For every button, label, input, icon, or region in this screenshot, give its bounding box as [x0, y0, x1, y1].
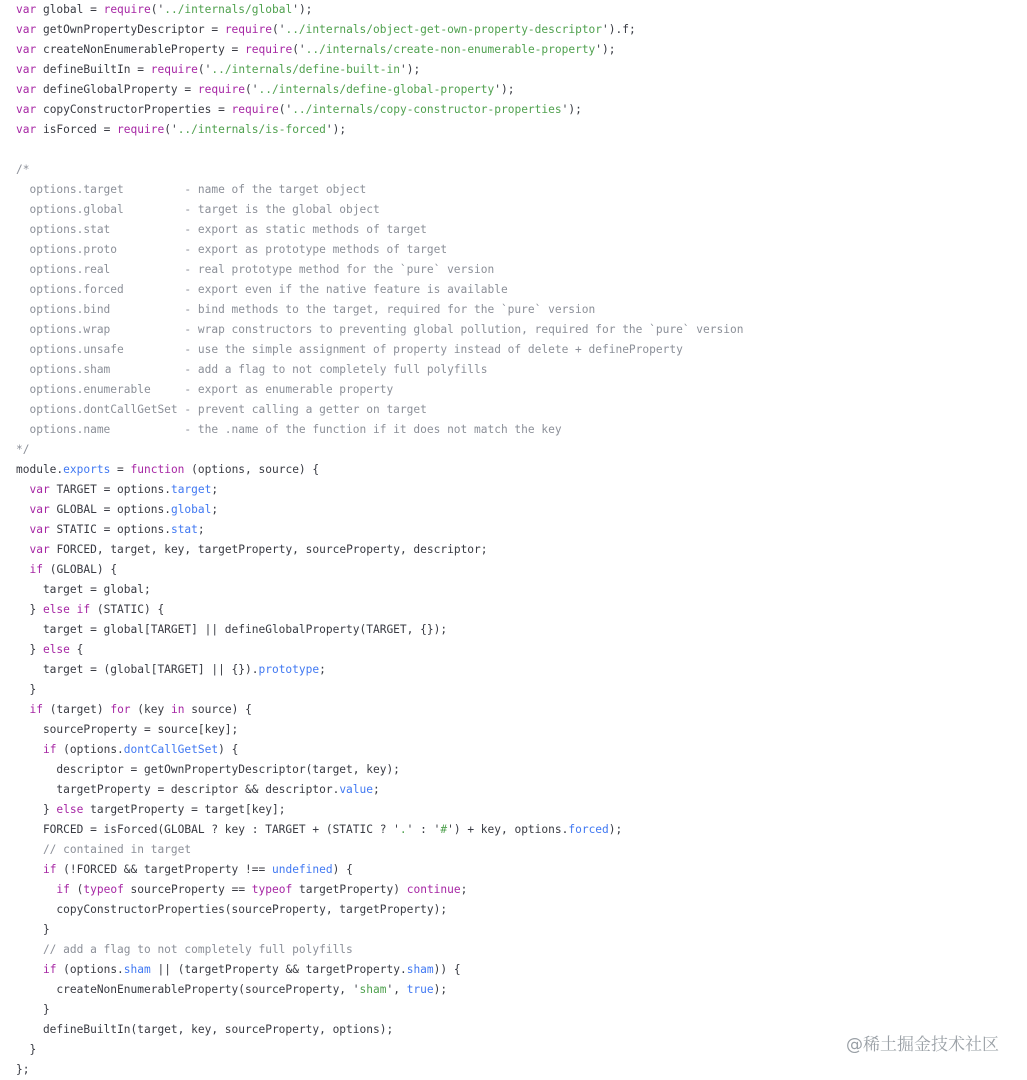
- code-token: options.name - the .name of the function if it does not match the key: [16, 423, 562, 436]
- code-line: [16, 420, 743, 440]
- code-token: require: [103, 3, 151, 16]
- code-token: [16, 543, 29, 556]
- code-token: ../internals/define-global-property: [258, 83, 495, 96]
- code-line: [16, 200, 743, 220]
- code-token: options.enumerable - export as enumerable property: [16, 383, 394, 396]
- code-token: dontCallGetSet: [123, 743, 219, 756]
- code-token: [16, 563, 29, 576]
- code-token: target = global[TARGET] || defineGlobalProperty(TARGET, {});: [16, 623, 448, 636]
- code-line: [16, 700, 743, 720]
- code-line: [16, 60, 743, 80]
- code-line: [16, 1060, 743, 1080]
- code-token: sham: [406, 963, 434, 976]
- code-token: STATIC = options.: [49, 523, 171, 536]
- code-token: createNonEnumerableProperty =: [36, 43, 246, 56]
- code-token: // add a flag to not completely full polyfills: [16, 943, 353, 956]
- code-token: require: [117, 123, 165, 136]
- code-line: [16, 820, 743, 840]
- code-token: ../internals/define-built-in: [211, 63, 400, 76]
- code-token: function: [130, 463, 185, 476]
- code-token: ../internals/create-non-enumerable-property: [305, 43, 596, 56]
- code-line: [16, 480, 743, 500]
- code-token: exports: [63, 463, 111, 476]
- code-token: else: [56, 803, 84, 816]
- code-token: in: [170, 703, 185, 716]
- code-token: // contained in target: [16, 843, 192, 856]
- code-token: /*: [16, 163, 30, 176]
- code-token: [16, 503, 29, 516]
- code-token: options.wrap - wrap constructors to preventing global pollution, required for the `pure` version: [16, 323, 744, 336]
- code-token: .: [399, 823, 407, 836]
- code-token: GLOBAL = options.: [49, 503, 171, 516]
- code-line: [16, 100, 743, 120]
- code-line: [16, 740, 743, 760]
- code-token: sham: [123, 963, 151, 976]
- code-token: ');: [292, 3, 313, 16]
- code-token: (': [278, 103, 293, 116]
- code-token: ) {: [332, 863, 353, 876]
- code-token: var: [29, 483, 50, 496]
- code-token: options.sham - add a flag to not completely full polyfills: [16, 363, 488, 376]
- code-token: ;: [460, 883, 468, 896]
- code-token: [16, 963, 43, 976]
- code-token: options.target - name of the target object: [16, 183, 367, 196]
- code-token: targetProperty): [292, 883, 407, 896]
- code-token: {: [69, 643, 84, 656]
- code-token: var: [29, 543, 50, 556]
- code-token: var: [16, 123, 37, 136]
- code-token: TARGET = options.: [49, 483, 171, 496]
- code-line: [16, 640, 743, 660]
- code-line: [16, 0, 743, 20]
- code-token: }: [16, 643, 43, 656]
- code-token: */: [16, 443, 30, 456]
- code-token: ;: [197, 523, 205, 536]
- code-line: [16, 40, 743, 60]
- code-token: targetProperty = target[key];: [83, 803, 286, 816]
- code-token: global =: [36, 3, 104, 16]
- code-token: ');: [494, 83, 515, 96]
- code-token: [16, 883, 56, 896]
- code-token: require: [150, 63, 198, 76]
- code-token: var: [16, 83, 37, 96]
- code-line: [16, 580, 743, 600]
- code-line: [16, 560, 743, 580]
- code-token: stat: [170, 523, 198, 536]
- code-line: [16, 360, 743, 380]
- code-token: options.real - real prototype method for the `pure` version: [16, 263, 495, 276]
- code-line: [16, 540, 743, 560]
- code-token: ../internals/copy-constructor-properties: [292, 103, 562, 116]
- code-token: options.bind - bind methods to the target, required for the `pure` version: [16, 303, 596, 316]
- code-line: [16, 80, 743, 100]
- code-line: [16, 300, 743, 320]
- code-token: (': [150, 3, 165, 16]
- code-token: getOwnPropertyDescriptor =: [36, 23, 225, 36]
- code-token: [16, 863, 43, 876]
- code-token: continue: [406, 883, 461, 896]
- code-token: (STATIC) {: [90, 603, 165, 616]
- code-line: [16, 620, 743, 640]
- code-token: options.forced - export even if the native feature is available: [16, 283, 508, 296]
- code-token: ');: [325, 123, 347, 136]
- code-token: module.: [16, 463, 64, 476]
- code-line: [16, 840, 743, 860]
- code-line: [16, 320, 743, 340]
- code-token: ;: [319, 663, 326, 676]
- code-token: [16, 743, 43, 756]
- code-token: (': [271, 23, 286, 36]
- code-token: options.dontCallGetSet - prevent calling a getter on target: [16, 403, 427, 416]
- code-token: (': [197, 63, 212, 76]
- code-line: [16, 380, 743, 400]
- code-token: options.stat - export as static methods of target: [16, 223, 427, 236]
- code-line: [16, 780, 743, 800]
- code-token: var: [16, 63, 37, 76]
- code-block: [16, 0, 743, 1080]
- code-token: (: [69, 883, 84, 896]
- code-token: descriptor = getOwnPropertyDescriptor(target, key);: [16, 763, 400, 776]
- code-token: (': [164, 123, 178, 136]
- code-token: (GLOBAL) {: [42, 563, 118, 576]
- code-token: (options.: [56, 963, 124, 976]
- code-token: (': [292, 43, 306, 56]
- code-token: else if: [42, 603, 91, 616]
- code-token: targetProperty = descriptor && descriptor.: [16, 783, 340, 796]
- code-line: [16, 920, 743, 940]
- code-token: defineGlobalProperty =: [36, 83, 198, 96]
- code-token: copyConstructorProperties =: [36, 103, 232, 116]
- code-line: [16, 20, 743, 40]
- code-token: sham: [359, 983, 387, 996]
- code-token: require: [231, 103, 279, 116]
- code-token: }: [16, 1043, 37, 1056]
- code-token: ../internals/global: [164, 3, 293, 16]
- code-line: [16, 880, 743, 900]
- code-token: var: [29, 523, 50, 536]
- code-token: }: [16, 683, 37, 696]
- code-token: sourceProperty = source[key];: [16, 723, 239, 736]
- code-token: );: [608, 823, 623, 836]
- code-line: [16, 160, 743, 180]
- code-token: FORCED, target, key, targetProperty, sourceProperty, descriptor;: [49, 543, 488, 556]
- code-line: [16, 720, 743, 740]
- code-token: ../internals/object-get-own-property-descriptor: [285, 23, 603, 36]
- code-token: || (targetProperty && targetProperty.: [150, 963, 407, 976]
- code-token: ;: [211, 503, 219, 516]
- code-line: [16, 1040, 743, 1060]
- code-token: ;: [373, 783, 380, 796]
- code-token: prototype: [258, 663, 320, 676]
- code-token: undefined: [271, 863, 333, 876]
- code-line: [16, 520, 743, 540]
- code-token: if: [42, 863, 57, 876]
- code-line: [16, 760, 743, 780]
- code-token: require: [224, 23, 272, 36]
- code-line: [16, 220, 743, 240]
- code-token: isForced =: [36, 123, 118, 136]
- code-line: [16, 860, 743, 880]
- code-token: ) {: [218, 743, 239, 756]
- code-token: [16, 483, 29, 496]
- code-line: [16, 120, 743, 140]
- code-token: ') + key, options.: [447, 823, 569, 836]
- code-line: [16, 400, 743, 420]
- code-token: require: [197, 83, 246, 96]
- code-token: [16, 523, 29, 536]
- code-token: (!FORCED && targetProperty !==: [56, 863, 272, 876]
- code-token: }: [16, 1003, 50, 1016]
- code-token: var: [29, 503, 50, 516]
- code-token: target = global;: [16, 583, 151, 596]
- code-line: [16, 680, 743, 700]
- code-token: sourceProperty ==: [123, 883, 252, 896]
- code-token: ../internals/is-forced: [177, 123, 326, 136]
- code-token: if: [56, 883, 70, 896]
- code-token: createNonEnumerableProperty(sourceProperty, ': [16, 983, 360, 996]
- code-token: value: [339, 783, 373, 796]
- code-token: forced: [568, 823, 609, 836]
- code-token: options.unsafe - use the simple assignment of property instead of delete + defineProperty: [16, 343, 683, 356]
- code-line: [16, 1020, 743, 1040]
- code-token: =: [110, 463, 131, 476]
- code-token: require: [245, 43, 293, 56]
- code-token: source) {: [184, 703, 252, 716]
- code-token: ');: [595, 43, 616, 56]
- code-token: typeof: [83, 883, 124, 896]
- code-line: [16, 180, 743, 200]
- code-token: );: [433, 983, 448, 996]
- code-line: [16, 240, 743, 260]
- code-token: ;: [211, 483, 219, 496]
- code-token: target = (global[TARGET] || {}).: [16, 663, 259, 676]
- code-line: [16, 260, 743, 280]
- code-token: }: [16, 803, 57, 816]
- code-token: if: [29, 563, 43, 576]
- code-line: [16, 660, 743, 680]
- code-token: for: [110, 703, 131, 716]
- code-token: )) {: [433, 963, 461, 976]
- code-token: defineBuiltIn(target, key, sourceProperty, options);: [16, 1023, 394, 1036]
- code-token: copyConstructorProperties(sourceProperty, targetProperty);: [16, 903, 448, 916]
- code-token: ');: [561, 103, 582, 116]
- code-token: defineBuiltIn =: [36, 63, 151, 76]
- code-token: (options, source) {: [184, 463, 320, 476]
- code-token: var: [16, 3, 37, 16]
- code-token: var: [16, 43, 37, 56]
- code-line: [16, 440, 743, 460]
- code-line: [16, 900, 743, 920]
- code-line: [16, 600, 743, 620]
- code-token: ' : ': [406, 823, 441, 836]
- code-token: true: [406, 983, 434, 996]
- code-token: else: [42, 643, 70, 656]
- code-token: FORCED = isForced(GLOBAL ? key : TARGET + (STATIC ? ': [16, 823, 400, 836]
- code-line: [16, 460, 743, 480]
- code-token: (': [245, 83, 259, 96]
- code-token: target: [170, 483, 212, 496]
- code-token: if: [29, 703, 43, 716]
- code-token: }: [16, 603, 43, 616]
- code-line: [16, 140, 743, 160]
- code-token: var: [16, 23, 37, 36]
- code-token: global: [170, 503, 212, 516]
- code-token: (key: [130, 703, 171, 716]
- code-line: [16, 960, 743, 980]
- code-line: [16, 800, 743, 820]
- watermark: @稀土掘金技术社区: [846, 1035, 999, 1055]
- code-token: [16, 703, 29, 716]
- code-line: [16, 280, 743, 300]
- code-token: (target): [42, 703, 111, 716]
- code-token: }: [16, 923, 50, 936]
- code-token: (options.: [56, 743, 124, 756]
- code-token: #: [440, 823, 448, 836]
- code-token: if: [42, 743, 57, 756]
- code-token: typeof: [251, 883, 293, 896]
- code-line: [16, 1000, 743, 1020]
- code-token: options.global - target is the global object: [16, 203, 380, 216]
- code-line: [16, 980, 743, 1000]
- code-line: [16, 340, 743, 360]
- code-line: [16, 940, 743, 960]
- code-token: ').f;: [602, 23, 636, 36]
- code-token: if: [42, 963, 57, 976]
- code-line: [16, 500, 743, 520]
- code-token: options.proto - export as prototype methods of target: [16, 243, 448, 256]
- code-token: ');: [399, 63, 421, 76]
- code-token: };: [16, 1063, 30, 1076]
- code-token: var: [16, 103, 37, 116]
- code-token: ',: [386, 983, 407, 996]
